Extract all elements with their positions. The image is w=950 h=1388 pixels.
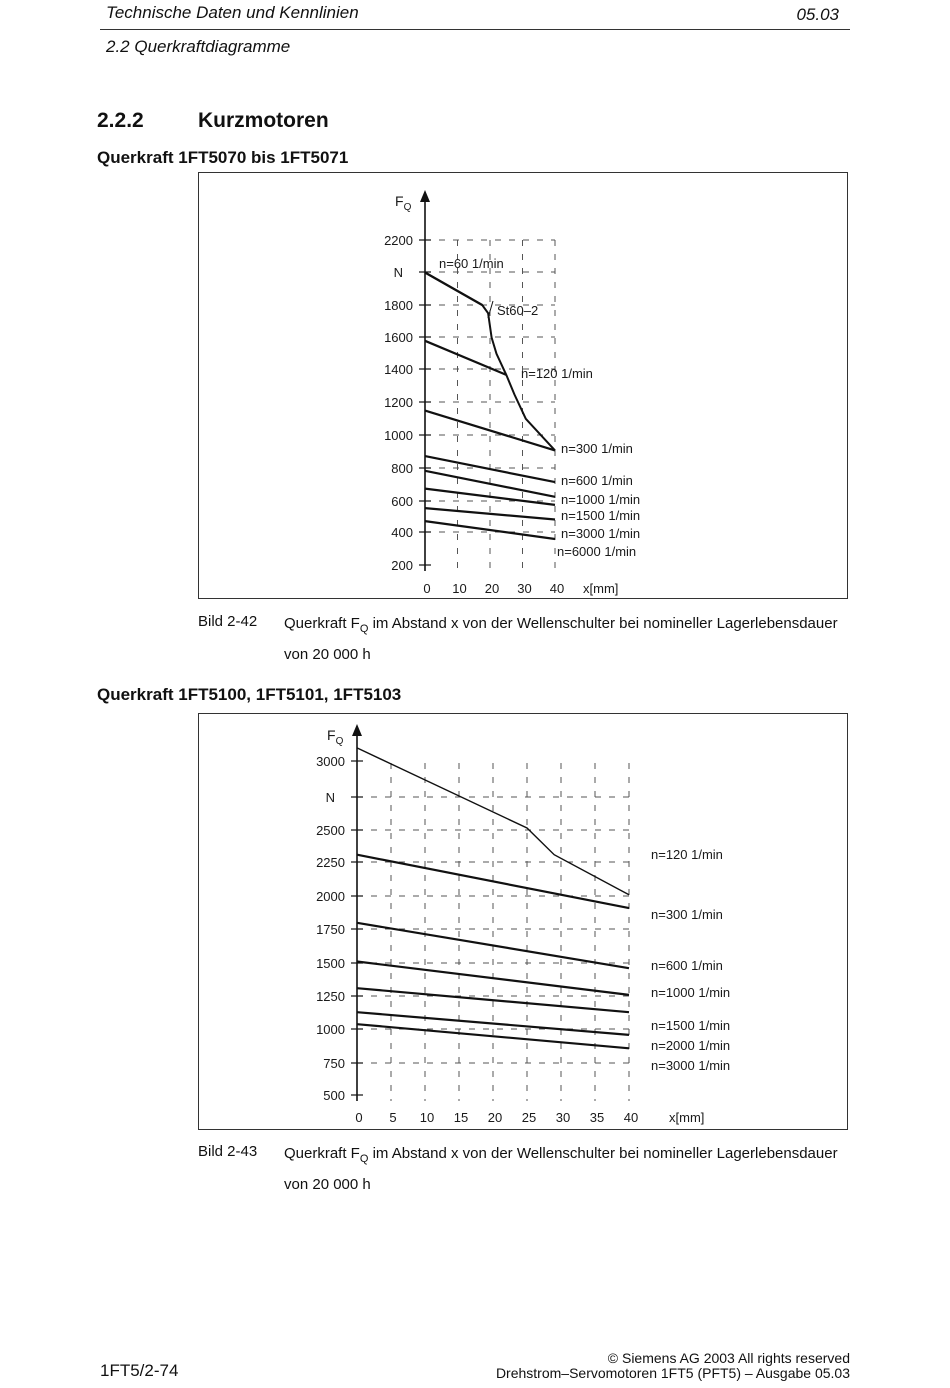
series-label-2-4: n=1500 1/min [651, 1018, 731, 1033]
caption-post-2: im Abstand x von der Wellenschulter bei nomineller Lagerlebensdauer von 20 000 h [284, 1145, 838, 1193]
x-tick-label-2-8: 40 [623, 1110, 639, 1125]
chart-heading-1: Querkraft 1FT5070 bis 1FT5071 [97, 148, 349, 167]
caption-post-1: im Abstand x von der Wellenschulter bei nomineller Lagerlebensdauer von 20 000 h [284, 615, 838, 663]
y-tick-label-2-0: 500 [323, 1088, 345, 1103]
footer-copyright: © Siemens AG 2003 All rights reserved [607, 1350, 850, 1366]
y-tick-label-2-5: 1750 [316, 922, 345, 937]
y-tick-label-1-9: 2200 [384, 233, 413, 248]
y-tick-label-2-6: 2000 [316, 889, 345, 904]
y-tick-label-1-7: 1600 [384, 330, 413, 345]
series-label-1-2: n=300 1/min [561, 441, 633, 456]
y-tick-label-2-4: 1500 [316, 956, 345, 971]
y-tick-label-1-4: 1000 [384, 428, 413, 443]
y-unit-label-2: N [325, 790, 335, 805]
chart-2 [199, 714, 849, 1131]
y-unit-label-1: N [393, 265, 403, 280]
series-label-2-5: n=2000 1/min [651, 1038, 731, 1053]
y-tick-label-2-3: 1250 [316, 989, 345, 1004]
footer-right [496, 1351, 850, 1381]
series-label-2-2: n=600 1/min [651, 958, 723, 973]
y-tick-label-2-1: 750 [323, 1056, 345, 1071]
section-title: Kurzmotoren [198, 109, 329, 132]
section-number: 2.2.2 [97, 109, 144, 132]
y-tick-label-2-7: 2250 [316, 855, 345, 870]
y-tick-label-1-8: 1800 [384, 298, 413, 313]
x-tick-label-1-4: 40 [549, 581, 565, 596]
header-date: 05.03 [796, 5, 839, 24]
x-tick-label-2-3: 15 [453, 1110, 469, 1125]
series-label-2-6: n=3000 1/min [651, 1058, 731, 1073]
caption-label-2: Bild 2-43 [198, 1143, 258, 1160]
series-label-1-5: n=1500 1/min [561, 508, 641, 523]
x-tick-label-2-4: 20 [487, 1110, 503, 1125]
y-tick-label-1-5: 1200 [384, 395, 413, 410]
y-axis-label-1: $F_Q$ [395, 193, 412, 213]
x-axis-unit-1: x[mm] [583, 581, 619, 596]
header-rule [100, 29, 850, 30]
caption-sub-2: Q [359, 1153, 369, 1165]
caption-text-1 [284, 611, 844, 667]
series-label-1-0: n=60 1/min [439, 256, 504, 271]
limit-curve-label-1: St60–2 [497, 303, 539, 318]
x-tick-label-2-2: 10 [419, 1110, 435, 1125]
series-line-1-5 [425, 489, 555, 505]
x-axis-unit-2: x[mm] [669, 1110, 705, 1125]
x-tick-label-2-7: 35 [589, 1110, 605, 1125]
series-label-2-1: n=300 1/min [651, 907, 723, 922]
y-axis-arrow-2 [352, 724, 362, 736]
y-tick-label-1-3: 800 [391, 461, 413, 476]
x-tick-label-2-1: 5 [389, 1110, 397, 1125]
series-label-1-7: n=6000 1/min [557, 544, 637, 559]
x-tick-label-2-5: 25 [521, 1110, 537, 1125]
caption-text-2 [284, 1141, 844, 1197]
y-tick-label-1-1: 400 [391, 525, 413, 540]
caption-label-1: Bild 2-42 [198, 613, 258, 630]
chart-frame-2 [198, 713, 848, 1130]
chart-heading-2: Querkraft 1FT5100, 1FT5101, 1FT5103 [97, 685, 402, 704]
y-tick-label-2-2: 1000 [316, 1022, 345, 1037]
y-tick-label-2-8: 2500 [316, 823, 345, 838]
y-tick-label-1-0: 200 [391, 558, 413, 573]
header-title: Technische Daten und Kennlinien [106, 3, 359, 22]
x-tick-label-2-6: 30 [555, 1110, 571, 1125]
y-axis-arrow-1 [420, 190, 430, 202]
x-tick-label-1-1: 10 [452, 581, 467, 596]
footer-doc: Drehstrom–Servomotoren 1FT5 (PFT5) – Ausgabe 05.03 [495, 1365, 850, 1381]
y-tick-label-2-9: 3000 [316, 754, 345, 769]
y-axis-label-2: $F_Q$ [327, 727, 344, 747]
x-tick-label-1-0: 0 [423, 581, 431, 596]
x-tick-label-1-2: 20 [484, 581, 500, 596]
footer-page: 1FT5/2-74 [100, 1361, 179, 1380]
y-tick-label-1-2: 600 [391, 494, 413, 509]
caption-pre-2: Querkraft F [284, 1145, 360, 1162]
header-section: 2.2 Querkraftdiagramme [106, 37, 291, 56]
series-label-1-6: n=3000 1/min [561, 526, 641, 541]
caption-sub-1: Q [359, 623, 369, 635]
series-label-1-1: n=120 1/min [521, 366, 593, 381]
chart-frame-1 [198, 172, 848, 599]
series-label-1-4: n=1000 1/min [561, 492, 641, 507]
series-label-2-0: n=120 1/min [651, 847, 723, 862]
series-label-2-3: n=1000 1/min [651, 985, 731, 1000]
caption-pre-1: Querkraft F [284, 615, 360, 632]
chart-1 [199, 173, 849, 600]
y-tick-label-1-6: 1400 [384, 362, 413, 377]
series-label-1-3: n=600 1/min [561, 473, 633, 488]
x-tick-label-2-0: 0 [355, 1110, 363, 1125]
x-tick-label-1-3: 30 [517, 581, 532, 596]
